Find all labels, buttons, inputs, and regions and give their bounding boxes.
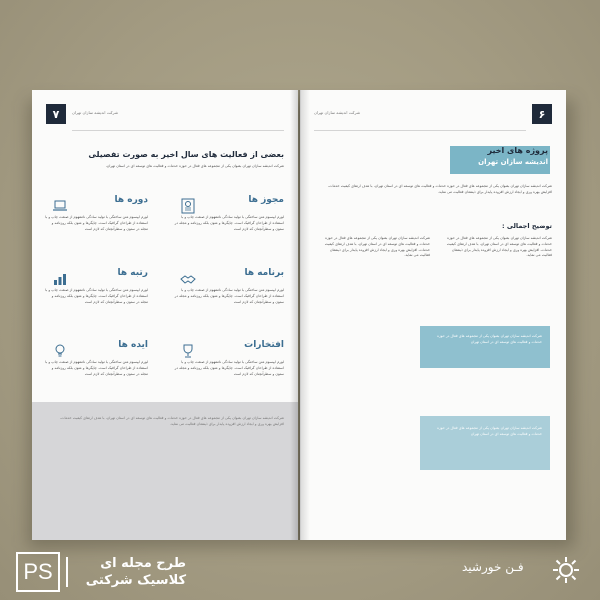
quote-box-bottom (420, 416, 550, 470)
handshake-icon (180, 271, 196, 287)
right-intro: شرکت اندیشه سازان تهران بعنوان یکی از مجموعه های فعال در حوزه خدمات و فعالیت های توسعه ای در استان تهران، با هدف ارتقای کیفیت خدمات، افزایش بهره وری و ایجاد ارزش افزوده پایدار برای ذینفعان فعالیت می نماید. (327, 184, 552, 194)
category-label-ranks: رتبه ها (117, 268, 148, 278)
laptop-icon (52, 198, 68, 214)
overview-body-col2: شرکت اندیشه سازان تهران بعنوان یکی از مجموعه های فعال در حوزه خدمات و فعالیت های توسعه ای در استان تهران، با هدف ارتقای کیفیت خدمات، افزایش بهره وری و ایجاد ارزش افزوده پایدار برای ذینفعان فعالیت می نماید. (324, 236, 430, 258)
quote-text-top: شرکت اندیشه سازان تهران بعنوان یکی از مجموعه های فعال در حوزه خدمات و فعالیت های توسعه ای در استان تهران (437, 334, 542, 344)
category-label-honors: افتخارات (244, 340, 284, 350)
magazine-spine (290, 90, 310, 540)
left-gray-block (32, 402, 298, 540)
trophy-icon (180, 343, 196, 359)
left-header-rule (72, 130, 284, 131)
footer-title-line2: کلاسیک شرکتی (85, 573, 186, 588)
footer-title-line1: طرح مجله ای (100, 556, 186, 571)
programs-text: لورم ایپسوم متن ساختگی با تولید سادگی نامفهوم از صنعت چاپ و با استفاده از طراحان گرافیک است. چاپگرها و متون بلکه روزنامه و مجله در ستون و سطرآنچنان که لازم است (174, 288, 284, 304)
right-page-subtitle: اندیشه سازان تهران (478, 158, 548, 166)
category-label-licenses: مجوز ها (248, 195, 284, 205)
certificate-icon (180, 198, 196, 214)
page-number-left: ۷ (46, 104, 66, 124)
ideas-text: لورم ایپسوم متن ساختگی با تولید سادگی نامفهوم از صنعت چاپ و با استفاده از طراحان گرافیک است. چاپگرها و متون بلکه روزنامه و مجله در ستون و سطرآنچنان که لازم است (45, 360, 148, 376)
left-gray-text: شرکت اندیشه سازان تهران بعنوان یکی از مجموعه های فعال در حوزه خدمات و فعالیت های توسعه ای در استان تهران، با هدف ارتقای کیفیت خدمات، افزایش بهره وری و ایجاد ارزش افزوده پایدار برای ذینفعان فعالیت می نماید. (59, 416, 284, 426)
left-page (32, 90, 298, 540)
quote-text-bottom: شرکت اندیشه سازان تهران بعنوان یکی از مجموعه های فعال در حوزه خدمات و فعالیت های توسعه ای در استان تهران (437, 426, 542, 436)
overview-body-col1: شرکت اندیشه سازان تهران بعنوان یکی از مجموعه های فعال در حوزه خدمات و فعالیت های توسعه ای در استان تهران، با هدف ارتقای کیفیت خدمات، افزایش بهره وری و ایجاد ارزش افزوده پایدار برای ذینفعان فعالیت می نماید. (446, 236, 552, 258)
honors-text: لورم ایپسوم متن ساختگی با تولید سادگی نامفهوم از صنعت چاپ و با استفاده از طراحان گرافیک است. چاپگرها و متون بلکه روزنامه و مجله در ستون و سطرآنچنان که لازم است (174, 360, 284, 376)
left-intro: شرکت اندیشه سازان تهران بعنوان یکی از مجموعه های فعال در حوزه خدمات و فعالیت های توسعه ای در استان تهران، (105, 164, 284, 168)
right-page-title: پروژه های اخیر (487, 146, 548, 155)
sun-logo-icon (552, 556, 580, 584)
right-page (300, 90, 566, 540)
photoshop-badge: PS (16, 552, 60, 592)
right-page-header: شرکت اندیشه سازان تهران (314, 110, 361, 115)
licenses-text: لورم ایپسوم متن ساختگی با تولید سادگی نامفهوم از صنعت چاپ و با استفاده از طراحان گرافیک است. چاپگرها و متون بلکه روزنامه و مجله در ستون و سطرآنچنان که لازم است (174, 215, 284, 231)
category-label-courses: دوره ها (114, 195, 148, 205)
left-page-header: شرکت اندیشه سازان تهران (72, 110, 119, 115)
footer-title (76, 555, 186, 589)
page-number-right: ۶ (532, 104, 552, 124)
category-label-ideas: ایده ها (118, 340, 148, 350)
left-page-title: بعضی از فعالیت های سال اخیر به صورت تفصیلی (88, 150, 284, 159)
category-label-programs: برنامه ها (244, 268, 284, 278)
right-header-rule (314, 130, 526, 131)
footer-divider (66, 557, 68, 587)
ranks-text: لورم ایپسوم متن ساختگی با تولید سادگی نامفهوم از صنعت چاپ و با استفاده از طراحان گرافیک است. چاپگرها و متون بلکه روزنامه و مجله در ستون و سطرآنچنان که لازم است (45, 288, 148, 304)
brand-name: فـن خورشید (462, 560, 524, 574)
lightbulb-icon (52, 343, 68, 359)
overview-heading: توضیح اجمالی : (502, 222, 552, 230)
quote-box-top (420, 326, 550, 368)
chart-bars-icon (52, 271, 68, 287)
courses-text: لورم ایپسوم متن ساختگی با تولید سادگی نامفهوم از صنعت چاپ و با استفاده از طراحان گرافیک است. چاپگرها و متون بلکه روزنامه و مجله در ستون و سطرآنچنان که لازم است (45, 215, 148, 231)
